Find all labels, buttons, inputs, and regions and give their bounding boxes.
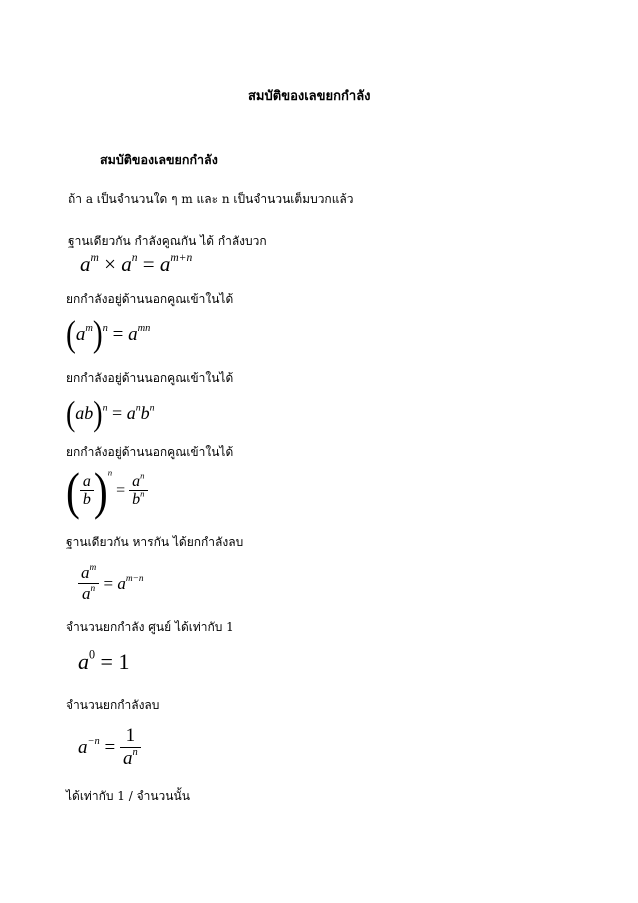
rule-text-2: ยกกำลังอยู่ด้านนอกคูณเข้าในได้ bbox=[66, 292, 234, 306]
rule-text-8: ได้เท่ากับ 1 / จำนวนนั้น bbox=[66, 789, 190, 803]
formula-quotient-rule: $\frac{a^m}{a^n}$ = $a^{m-n}$ bbox=[78, 564, 144, 603]
rule-text-7: จำนวนยกกำลังลบ bbox=[66, 698, 160, 712]
rule-text-5: ฐานเดียวกัน หารกัน ได้ยกกำลังลบ bbox=[66, 535, 244, 549]
rule-text-6: จำนวนยกกำลัง ศูนย์ ได้เท่ากับ 1 bbox=[66, 620, 234, 634]
page-title: สมบัติของเลขยกกำลัง bbox=[248, 89, 371, 104]
rule-text-3: ยกกำลังอยู่ด้านนอกคูณเข้าในได้ bbox=[66, 371, 234, 385]
formula-power-of-quotient: ( $\frac{a}{b}$ )$^n$ = $\frac{a^n}{b^n}$ bbox=[66, 467, 148, 515]
formula-zero-exponent: $a^0 = 1$ bbox=[78, 647, 130, 674]
formula-product-rule: $a^m \times a^n = a^{m+n}$ bbox=[80, 252, 193, 276]
section-heading: สมบัติของเลขยกกำลัง bbox=[100, 152, 218, 167]
formula-power-of-product: $(ab)^n = a^nb^n$ bbox=[66, 395, 155, 434]
intro-text: ถ้า a เป็นจำนวนใด ๆ m และ n เป็นจำนวนเต็มบวกแล้ว bbox=[68, 192, 354, 206]
formula-negative-exponent: $a^{-n}$ = $\frac{1}{a^n}$ bbox=[78, 726, 141, 770]
rule-text-4: ยกกำลังอยู่ด้านนอกคูณเข้าในได้ bbox=[66, 445, 234, 459]
formula-power-of-power: $(a^m)^n = a^{mn}$ bbox=[66, 314, 151, 355]
rule-text-1: ฐานเดียวกัน กำลังคูณกัน ได้ กำลังบวก bbox=[68, 234, 267, 248]
